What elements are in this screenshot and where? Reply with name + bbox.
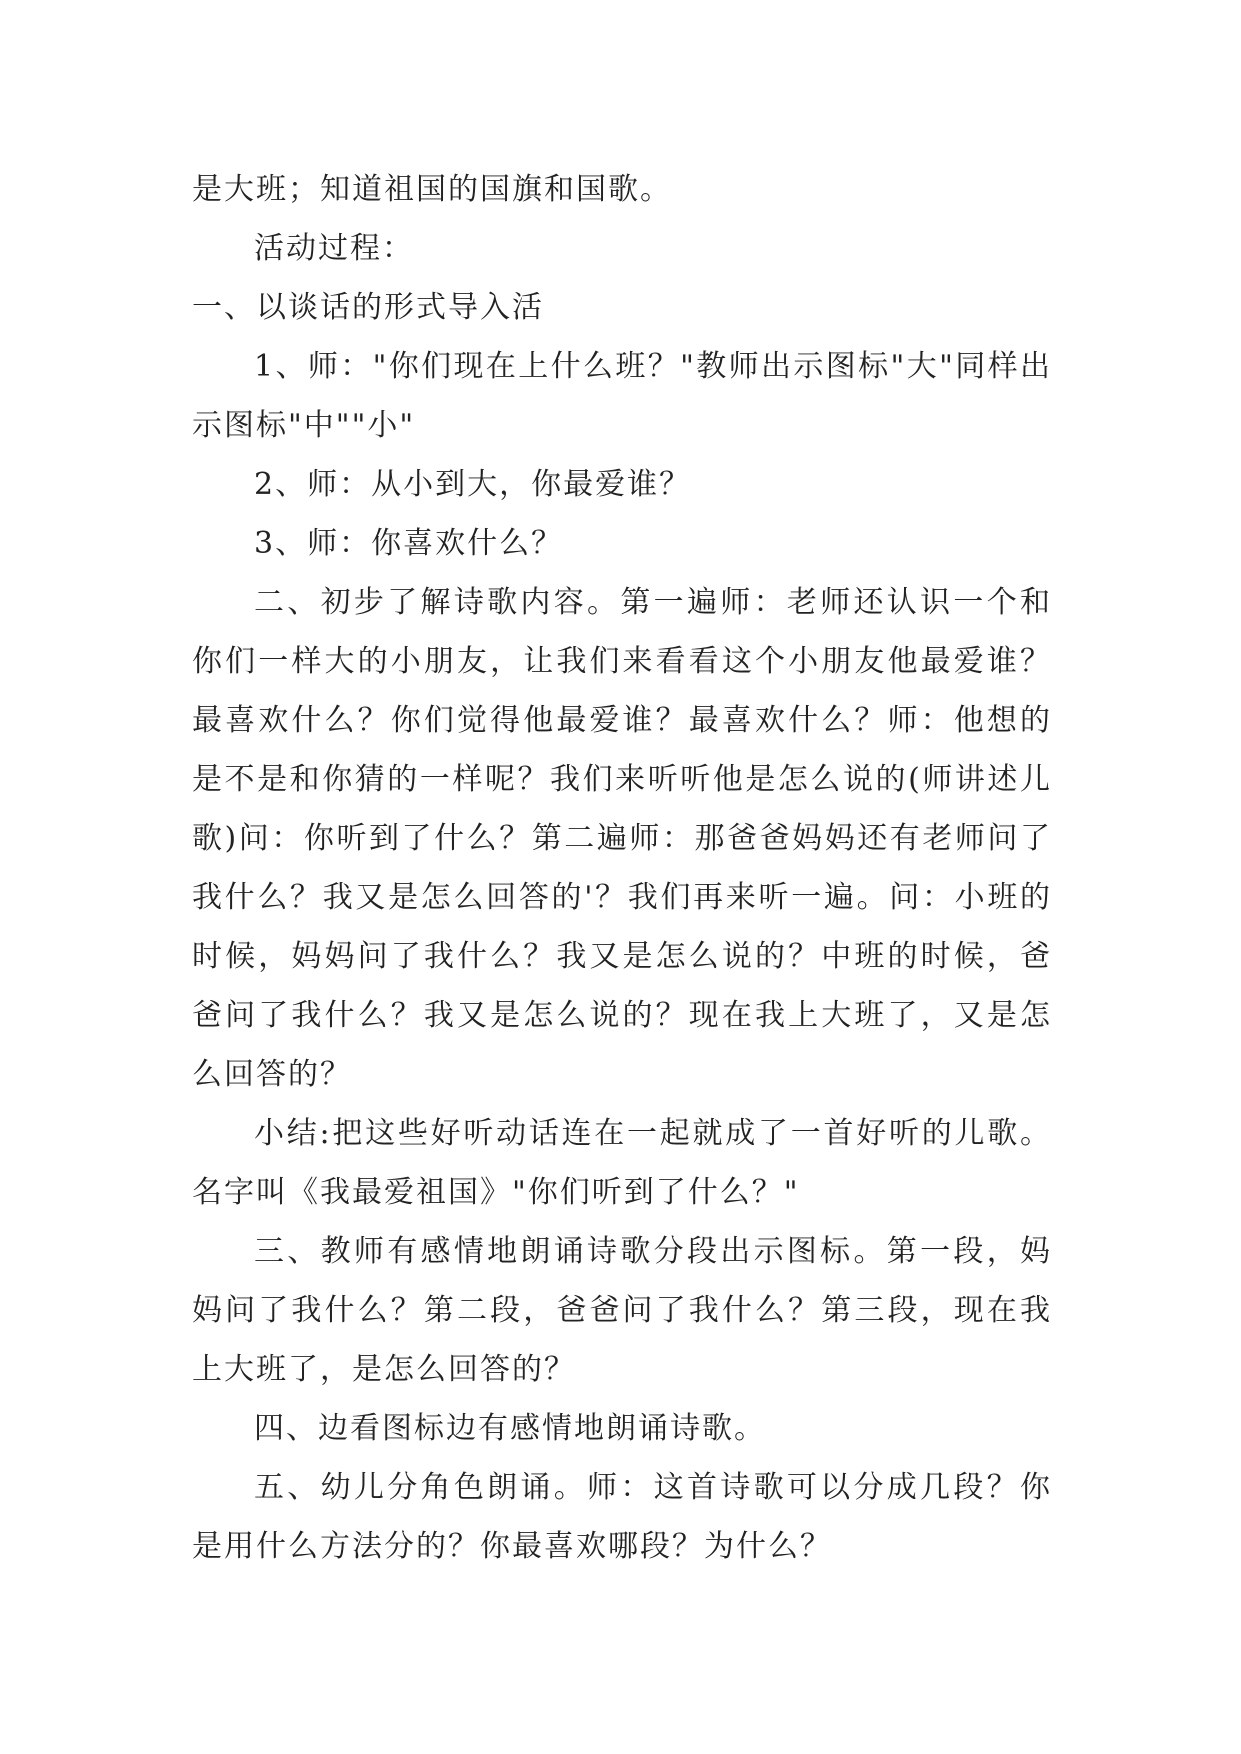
paragraph-8: 小结:把这些好听动话连在一起就成了一首好听的儿歌。名字叫《我最爱祖国》"你们听到了什么？" — [192, 1116, 1052, 1210]
paragraph-9: 三、教师有感情地朗诵诗歌分段出示图标。第一段，妈妈问了我什么？第二段，爸爸问了我什么？第三段，现在我上大班了，是怎么回答的？ — [192, 1234, 1052, 1387]
paragraph-10: 四、边看图标边有感情地朗诵诗歌。 — [254, 1411, 766, 1446]
document-body — [192, 160, 1052, 1576]
paragraph-4: 1、师："你们现在上什么班？"教师出示图标"大"同样出示图标"中""小" — [192, 349, 1052, 443]
paragraph-2: 活动过程： — [254, 231, 414, 266]
paragraph-11: 五、幼儿分角色朗诵。师：这首诗歌可以分成几段？你是用什么方法分的？你最喜欢哪段？为什么？ — [192, 1470, 1052, 1564]
paragraph-6: 3、师：你喜欢什么？ — [254, 526, 564, 561]
paragraph-3: 一、以谈话的形式导入活 — [192, 290, 544, 325]
paragraph-5: 2、师：从小到大，你最爱谁？ — [254, 467, 692, 502]
paragraph-1: 是大班；知道祖国的国旗和国歌。 — [192, 172, 672, 207]
paragraph-7: 二、初步了解诗歌内容。第一遍师：老师还认识一个和你们一样大的小朋友，让我们来看看这个小朋友他最爱谁？最喜欢什么？你们觉得他最爱谁？最喜欢什么？师：他想的是不是和你猜的一样呢？我们来听听他是怎么说的(师讲述儿歌)问：你听到了什么？第二遍师：那爸爸妈妈还有老师问了我什么？我又是怎么回答的'？我们再来听一遍。问：小班的时候，妈妈问了我什么？我又是怎么说的？中班的时候，爸爸问了我什么？我又是怎么说的？现在我上大班了，又是怎么回答的？ — [192, 585, 1052, 1092]
